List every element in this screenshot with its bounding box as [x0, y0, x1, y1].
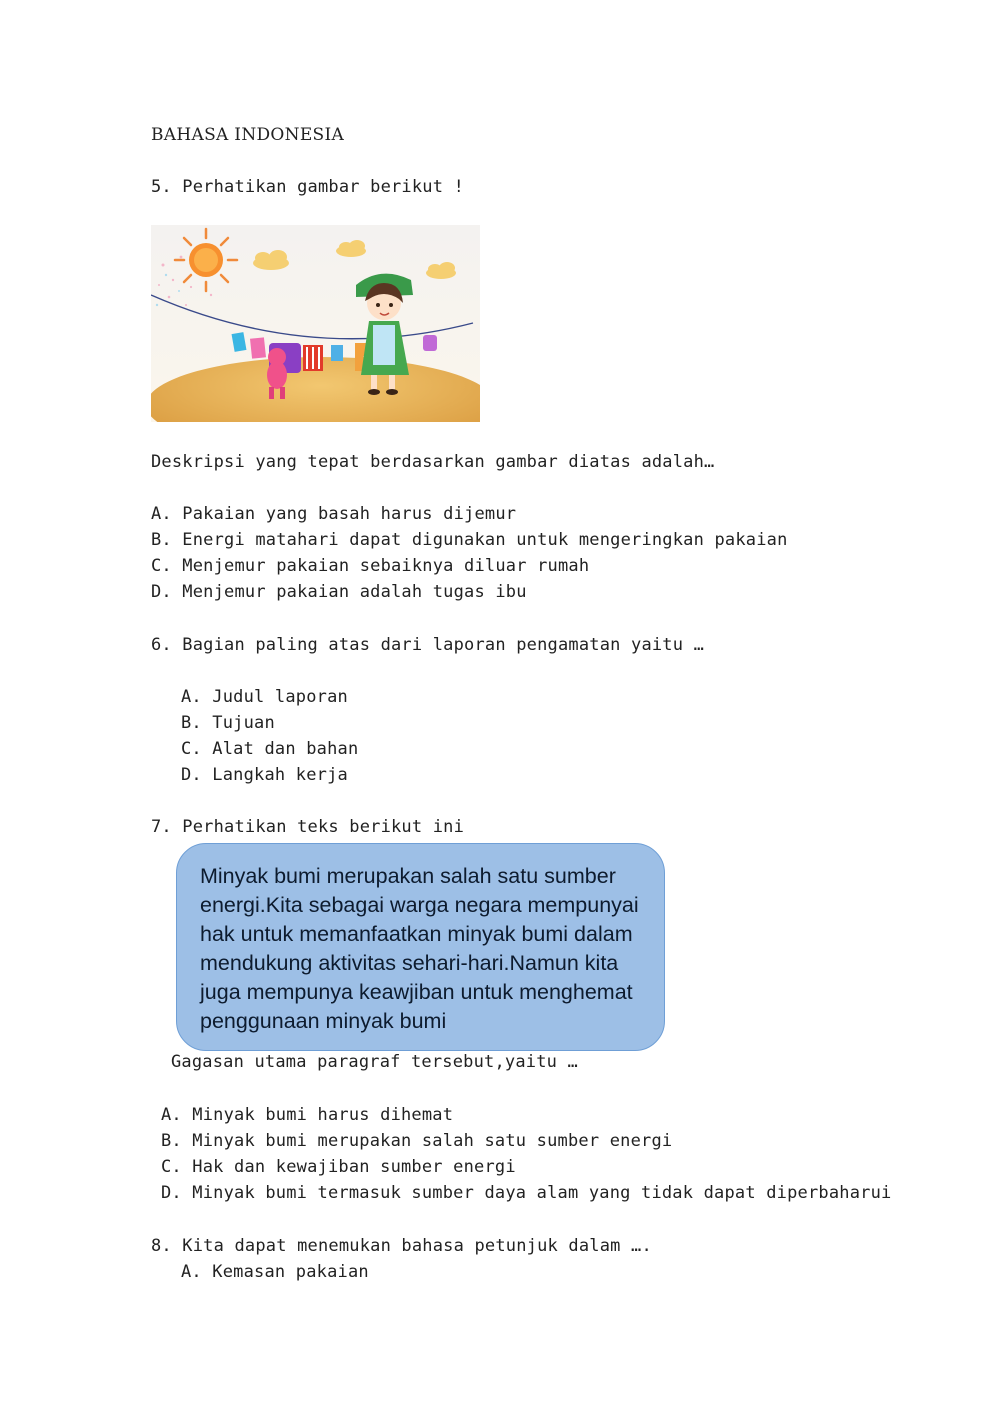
q7-box-line: juga mempunya keawjiban untuk menghemat — [200, 980, 633, 1004]
q6-prompt: 6. Bagian paling atas dari laporan pengamatan yaitu … — [151, 635, 705, 655]
children-drying-laundry-illustration — [151, 225, 480, 422]
page-title: BAHASA INDONESIA — [151, 125, 345, 145]
q8-option-a: A. Kemasan pakaian — [181, 1262, 369, 1282]
q7-option-a: A. Minyak bumi harus dihemat — [161, 1105, 454, 1125]
q7-question: Gagasan utama paragraf tersebut,yaitu … — [171, 1052, 578, 1072]
q6-option-a: A. Judul laporan — [181, 687, 348, 707]
q7-box-line: energi.Kita sebagai warga negara mempunyai — [200, 893, 639, 917]
q8-prompt: 8. Kita dapat menemukan bahasa petunjuk dalam …. — [151, 1236, 652, 1256]
q7-option-d: D. Minyak bumi termasuk sumber daya alam yang tidak dapat diperbaharui — [161, 1183, 892, 1203]
q6-option-d: D. Langkah kerja — [181, 765, 348, 785]
q7-prompt: 7. Perhatikan teks berikut ini — [151, 817, 465, 837]
q6-option-c: C. Alat dan bahan — [181, 739, 359, 759]
q7-option-b: B. Minyak bumi merupakan salah satu sumber energi — [161, 1131, 673, 1151]
q5-question: Deskripsi yang tepat berdasarkan gambar diatas adalah… — [151, 452, 715, 472]
q6-option-b: B. Tujuan — [181, 713, 275, 733]
q7-box-line: penggunaan minyak bumi — [200, 1009, 447, 1033]
q5-option-a: A. Pakaian yang basah harus dijemur — [151, 504, 517, 524]
q5-option-b: B. Energi matahari dapat digunakan untuk mengeringkan pakaian — [151, 530, 788, 550]
q5-option-d: D. Menjemur pakaian adalah tugas ibu — [151, 582, 527, 602]
q7-box-line: mendukung aktivitas sehari-hari.Namun kita — [200, 951, 619, 975]
q7-box-line: hak untuk memanfaatkan minyak bumi dalam — [200, 922, 633, 946]
q7-option-c: C. Hak dan kewajiban sumber energi — [161, 1157, 516, 1177]
q5-prompt: 5. Perhatikan gambar berikut ! — [151, 177, 465, 197]
q5-option-c: C. Menjemur pakaian sebaiknya diluar rumah — [151, 556, 590, 576]
q7-box-line: Minyak bumi merupakan salah satu sumber — [200, 864, 616, 888]
